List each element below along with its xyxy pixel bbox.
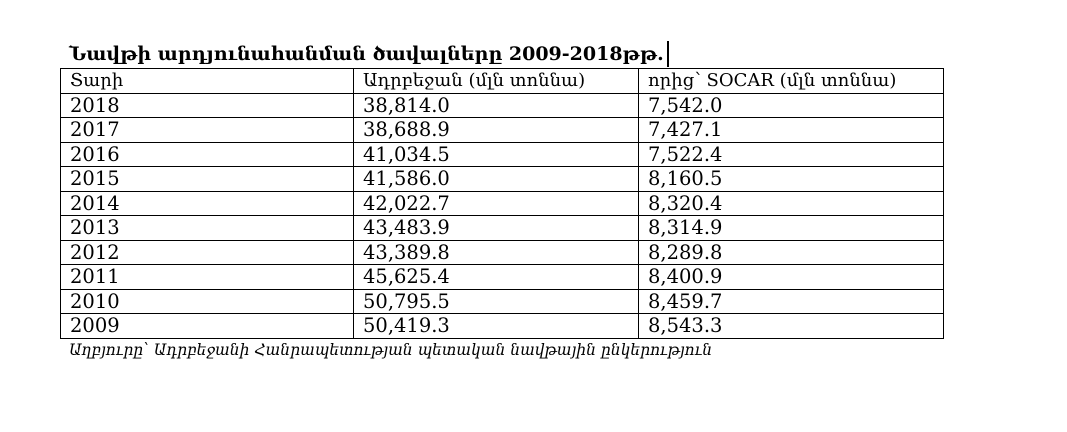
cell-socar: 8,289.8 [639, 240, 944, 265]
cell-azerbaijan: 43,389.8 [354, 240, 639, 265]
cell-socar: 8,459.7 [639, 289, 944, 314]
cell-socar: 8,400.9 [639, 265, 944, 290]
table-header-row [61, 69, 944, 94]
cell-azerbaijan: 41,586.0 [354, 167, 639, 192]
cell-socar: 8,320.4 [639, 191, 944, 216]
cell-year: 2017 [61, 118, 354, 143]
cell-year: 2015 [61, 167, 354, 192]
table-row [61, 191, 944, 216]
cell-socar: 7,522.4 [639, 142, 944, 167]
oil-production-table [60, 68, 944, 339]
source-note: Աղբյուրը՝ Ադրբեջանի Հանրապետության պետական նավթային ընկերություն [69, 340, 713, 359]
table-row [61, 240, 944, 265]
cell-azerbaijan: 50,419.3 [354, 314, 639, 339]
header-socar: որից՝ SOCAR (մլն տոննա) [639, 69, 944, 94]
table-title-text: Նավթի արդյունահանման ծավալները 2009-2018թթ. [69, 43, 664, 65]
table-row [61, 314, 944, 339]
header-year: Տարի [61, 69, 354, 94]
document-body [60, 38, 945, 361]
cell-azerbaijan: 38,814.0 [354, 93, 639, 118]
cell-azerbaijan: 38,688.9 [354, 118, 639, 143]
table-row [61, 142, 944, 167]
cell-socar: 8,160.5 [639, 167, 944, 192]
table-row [61, 93, 944, 118]
cell-year: 2010 [61, 289, 354, 314]
cell-year: 2009 [61, 314, 354, 339]
text-cursor [667, 41, 669, 67]
cell-azerbaijan: 41,034.5 [354, 142, 639, 167]
cell-socar: 7,427.1 [639, 118, 944, 143]
table-row [61, 167, 944, 192]
cell-year: 2014 [61, 191, 354, 216]
table-row [61, 118, 944, 143]
cell-azerbaijan: 45,625.4 [354, 265, 639, 290]
cell-socar: 8,314.9 [639, 216, 944, 241]
cell-year: 2016 [61, 142, 354, 167]
cell-year: 2018 [61, 93, 354, 118]
cell-azerbaijan: 50,795.5 [354, 289, 639, 314]
cell-year: 2012 [61, 240, 354, 265]
table-row [61, 216, 944, 241]
header-azerbaijan: Ադրբեջան (մլն տոննա) [354, 69, 639, 94]
table-row [61, 289, 944, 314]
cell-azerbaijan: 43,483.9 [354, 216, 639, 241]
cell-year: 2013 [61, 216, 354, 241]
table-title [60, 38, 945, 68]
cell-socar: 8,543.3 [639, 314, 944, 339]
table-row [61, 265, 944, 290]
cell-azerbaijan: 42,022.7 [354, 191, 639, 216]
cell-socar: 7,542.0 [639, 93, 944, 118]
cell-year: 2011 [61, 265, 354, 290]
